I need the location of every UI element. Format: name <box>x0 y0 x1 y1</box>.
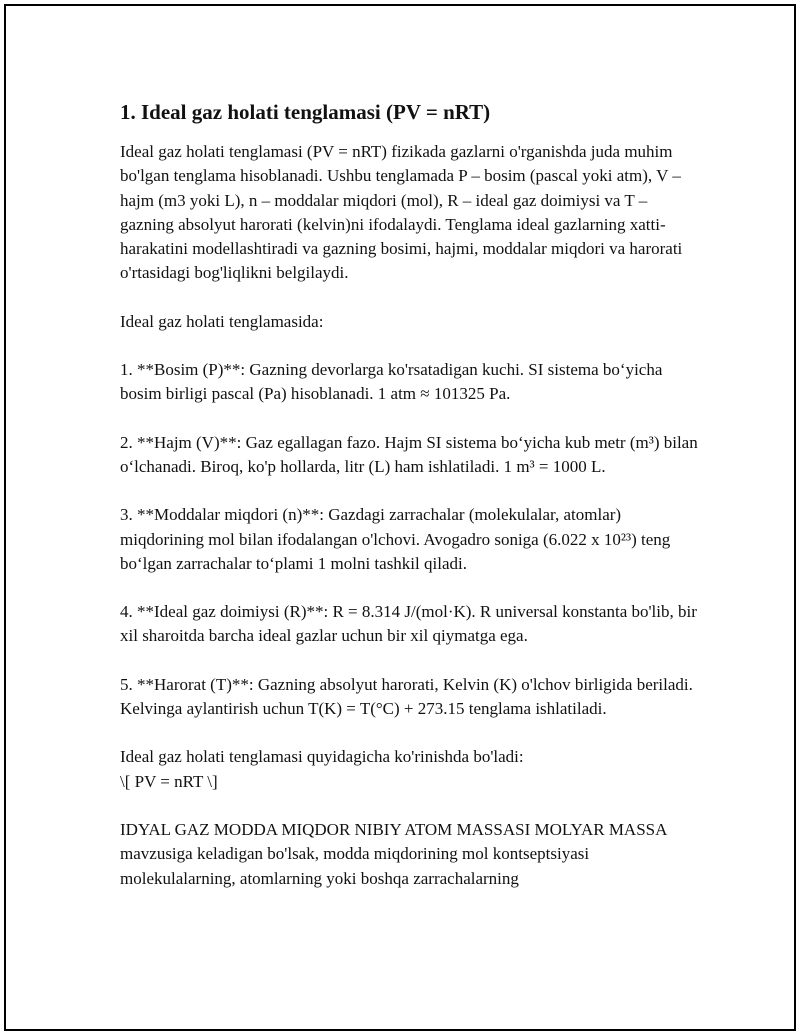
list-item-temperature: 5. **Harorat (T)**: Gazning absolyut harorati, Kelvin (K) o'lchov birligida beriladi. Kelvinga aylantirish uchun T(K) = T(°C) + 273.15 tenglama ishlatiladi. <box>120 674 698 719</box>
list-item-volume: 2. **Hajm (V)**: Gaz egallagan fazo. Hajm SI sistema bo‘yicha kub metr (m³) bilan o‘lchanadi. Biroq, ko'p hollarda, litr (L) ham ishlatiladi. 1 m³ = 1000 L. <box>120 432 702 476</box>
list-item-gas-constant: 4. **Ideal gaz doimiysi (R)**: R = 8.314 J/(mol·K). R universal konstanta bo'lib, bir xil sharoitda barcha ideal gazlar uchun bir xil qiymatga ega. <box>120 602 702 646</box>
intro-paragraph: Ideal gaz holati tenglamasi (PV = nRT) fizikada gazlarni o'rganishda juda muhim bo'lgan tenglama hisoblanadi. Ushbu tenglamada P – bosim (pascal yoki atm), V – hajm (m3 yoki L), n – moddalar miqdori (mol), R – ideal gaz doimiysi va T – gazning absolyut harorati (kelvin)ni ifodalaydi. Tenglama ideal gazlarning xatti-harakatini modellashtiradi va gazning bosimi, hajmi, moddalar miqdori va harorati o'rtasidagi bog'liqlikni belgilaydi. <box>120 142 687 283</box>
list-intro-paragraph: Ideal gaz holati tenglamasida: <box>120 311 324 331</box>
list-item-pressure: 1. **Bosim (P)**: Gazning devorlarga ko'rsatadigan kuchi. SI sistema bo‘yicha bosim birligi pascal (Pa) hisoblanadi. 1 atm ≈ 101325 Pa. <box>120 360 667 404</box>
formula-paragraph: Ideal gaz holati tenglamasi quyidagicha ko'rinishda bo'ladi: \[ PV = nRT \] <box>120 747 524 791</box>
document-page <box>4 4 796 1031</box>
document-body <box>120 98 700 891</box>
list-item-amount: 3. **Moddalar miqdori (n)**: Gazdagi zarrachalar (molekulalar, atomlar) miqdorining mol bilan ifodalangan o'lchovi. Avogadro soniga (6.022 x 10²³) teng bo‘lgan zarrachalar to‘plami 1 molni tashkil qiladi. <box>120 505 675 573</box>
section-heading: 1. Ideal gaz holati tenglamasi (PV = nRT) <box>120 100 491 124</box>
closing-paragraph: IDYAL GAZ MODDA MIQDOR NIBIY ATOM MASSASI MOLYAR MASSA mavzusiga keladigan bo'lsak, modda miqdorining mol kontseptsiyasi molekulalarning, atomlarning yoki boshqa zarrachalarning <box>120 819 671 888</box>
